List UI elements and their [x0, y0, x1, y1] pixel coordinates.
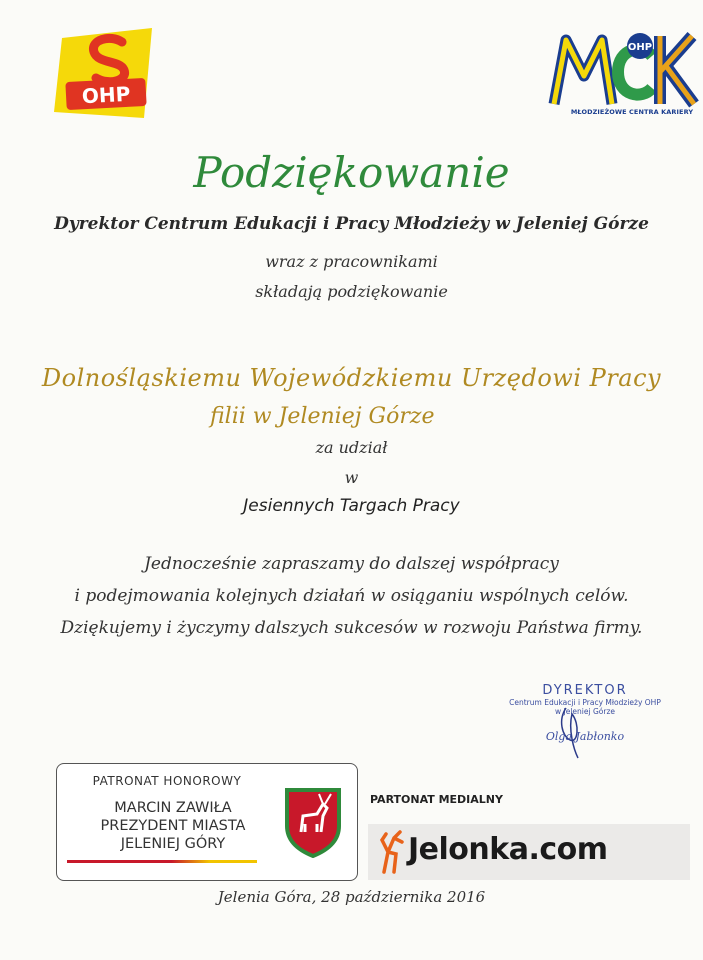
mck-subtitle: MŁODZIEŻOWE CENTRA KARIERY: [570, 108, 694, 116]
deer-icon: [376, 830, 406, 874]
invite-line-2: i podejmowania kolejnych działań w osiąganiu wspólnych celów.: [74, 586, 629, 606]
jelonka-banner: [368, 824, 690, 880]
director-line: Dyrektor Centrum Edukacji i Pracy Młodzieży w Jeleniej Górze: [54, 214, 649, 234]
media-patron-label: PARTONAT MEDIALNY: [370, 793, 503, 806]
patron-label: PATRONAT HONOROWY: [92, 774, 242, 788]
invite-line-3: Dziękujemy i życzymy dalszych sukcesów w rozwoju Państwa firmy.: [60, 618, 643, 638]
stamp-title: DYREKTOR: [542, 683, 628, 698]
mck-logo: [548, 26, 703, 136]
recipient-line-2: filii w Jeleniej Górze: [210, 404, 435, 429]
patron-title: PREZYDENT MIASTA: [100, 818, 246, 834]
with-staff-line: wraz z pracownikami: [265, 252, 438, 271]
thanks-line: składają podziękowanie: [255, 282, 448, 301]
stamp-org-line-2: w Jeleniej Górze: [555, 707, 615, 716]
patron-color-stripe: [67, 860, 257, 863]
in-word: w: [344, 468, 359, 487]
stamp-name: Olga Jabłonko: [545, 730, 625, 743]
footer-date: Jelenia Góra, 28 października 2016: [217, 888, 486, 906]
jelonka-brand: Jelonka.com: [408, 832, 608, 867]
coat-of-arms-icon: [283, 786, 343, 858]
invite-line-1: Jednocześnie zapraszamy do dalszej współpracy: [144, 554, 559, 574]
ohp-logo: [52, 20, 162, 130]
stamp-org-line-1: Centrum Edukacji i Pracy Młodzieży OHP: [509, 698, 661, 707]
recipient-line-1: Dolnośląskiemu Wojewódzkiemu Urzędowi Pracy: [41, 364, 662, 392]
patron-name: MARCIN ZAWIŁA: [114, 800, 232, 816]
patron-city: JELENIEJ GÓRY: [120, 836, 226, 852]
honorary-patron-box: [56, 763, 358, 881]
svg-text:OHP: OHP: [627, 42, 653, 53]
for-participation-line: za udział: [315, 438, 388, 457]
event-name: Jesiennych Targach Pracy: [243, 496, 460, 516]
page-title: Podziękowanie: [193, 148, 510, 197]
svg-text:OHP: OHP: [81, 81, 131, 109]
